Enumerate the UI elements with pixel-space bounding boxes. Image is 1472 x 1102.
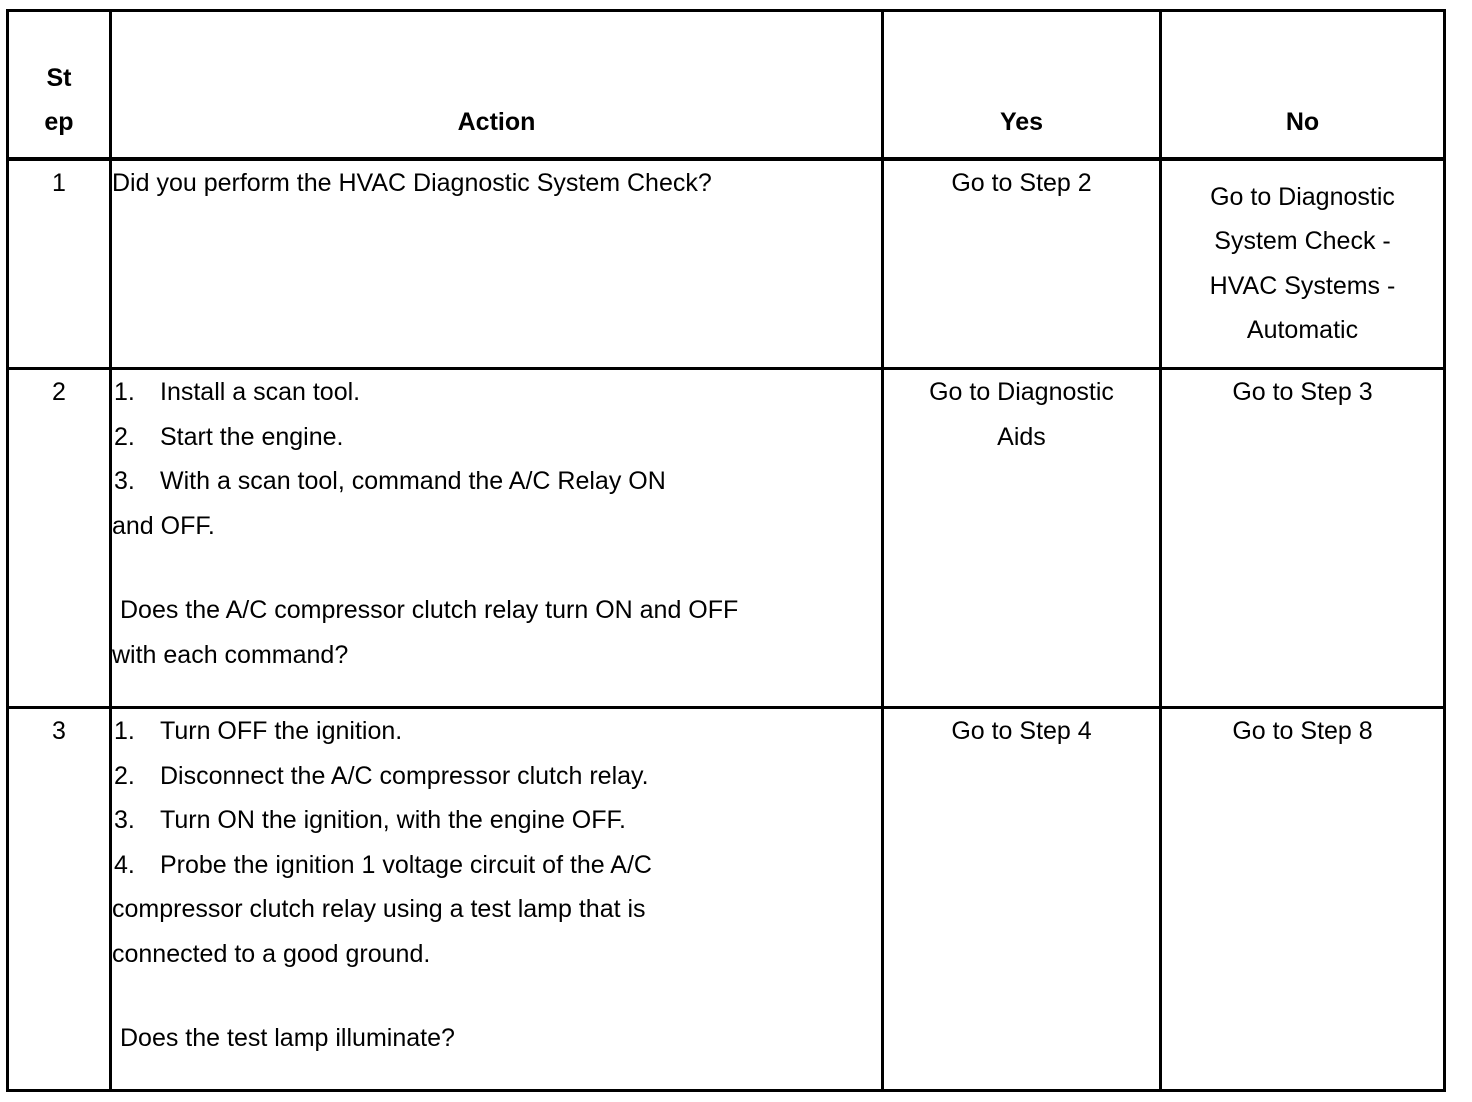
spacer bbox=[112, 976, 881, 1016]
instruction-continuation: and OFF. bbox=[112, 511, 215, 540]
action-question: Does the test lamp illuminate? bbox=[120, 1024, 455, 1052]
list-item-text: Start the engine. bbox=[160, 422, 344, 451]
action-cell bbox=[111, 159, 883, 369]
header-step bbox=[8, 11, 111, 159]
list-item-number: 1. bbox=[114, 378, 135, 406]
action-cell bbox=[111, 708, 883, 1091]
list-item-text: Install a scan tool. bbox=[160, 378, 361, 406]
list-item-number: 1. bbox=[114, 717, 135, 745]
action-cell bbox=[111, 369, 883, 708]
no-result-line: Automatic bbox=[1246, 316, 1359, 344]
list-item-number: 2. bbox=[114, 422, 135, 451]
table-header-row bbox=[8, 11, 1445, 159]
action-question: Did you perform the HVAC Diagnostic System Check? bbox=[112, 168, 712, 197]
action-question-line: with each command? bbox=[112, 640, 349, 669]
step-number: 3 bbox=[8, 708, 111, 1091]
header-yes: Yes bbox=[883, 11, 1161, 159]
list-item-number: 3. bbox=[114, 806, 135, 834]
no-result: Go to Step 3 bbox=[1232, 378, 1373, 406]
table-row bbox=[8, 708, 1445, 1091]
list-item-text: Disconnect the A/C compressor clutch relay. bbox=[160, 761, 649, 790]
diagnostic-table bbox=[6, 9, 1446, 1092]
list-item bbox=[112, 843, 881, 888]
no-result-line: HVAC Systems - bbox=[1209, 271, 1396, 300]
list-item-number: 2. bbox=[114, 761, 135, 790]
instruction-list bbox=[112, 370, 881, 504]
action-question-line: Does the A/C compressor clutch relay turn ON and OFF bbox=[120, 596, 739, 624]
header-step-line1: St bbox=[46, 63, 72, 92]
yes-result: Go to Step 2 bbox=[951, 168, 1092, 197]
instruction-list bbox=[112, 709, 881, 887]
no-result: Go to Step 8 bbox=[1232, 717, 1373, 745]
list-item bbox=[112, 798, 881, 843]
list-item-text: Probe the ignition 1 voltage circuit of the A/C bbox=[160, 850, 652, 879]
list-item-number: 3. bbox=[114, 467, 135, 495]
table-row bbox=[8, 369, 1445, 708]
list-item bbox=[112, 459, 881, 504]
list-item-text: With a scan tool, command the A/C Relay ON bbox=[160, 467, 666, 495]
spacer bbox=[112, 548, 881, 588]
list-item bbox=[112, 709, 881, 754]
list-item bbox=[112, 370, 881, 415]
list-item bbox=[112, 754, 881, 799]
step-number: 1 bbox=[8, 159, 111, 369]
yes-cell bbox=[883, 159, 1161, 369]
list-item-number: 4. bbox=[114, 850, 135, 879]
instruction-continuation: compressor clutch relay using a test lamp that is bbox=[112, 895, 646, 923]
step-number: 2 bbox=[8, 369, 111, 708]
yes-result-line: Go to Diagnostic bbox=[929, 378, 1114, 406]
yes-result: Go to Step 4 bbox=[951, 717, 1092, 745]
list-item-text: Turn OFF the ignition. bbox=[160, 717, 403, 745]
no-cell bbox=[1161, 708, 1445, 1091]
no-result-line: Go to Diagnostic bbox=[1210, 182, 1395, 211]
no-cell bbox=[1161, 369, 1445, 708]
header-action: Action bbox=[111, 11, 883, 159]
list-item bbox=[112, 415, 881, 460]
yes-result-line: Aids bbox=[997, 422, 1046, 451]
header-no: No bbox=[1161, 11, 1445, 159]
yes-cell bbox=[883, 369, 1161, 708]
header-step-line2: ep bbox=[44, 108, 74, 136]
table-row bbox=[8, 159, 1445, 369]
no-result-line: System Check - bbox=[1214, 227, 1391, 255]
list-item-text: Turn ON the ignition, with the engine OFF. bbox=[160, 806, 626, 834]
no-cell bbox=[1161, 159, 1445, 369]
yes-cell bbox=[883, 708, 1161, 1091]
instruction-continuation: connected to a good ground. bbox=[112, 939, 431, 968]
